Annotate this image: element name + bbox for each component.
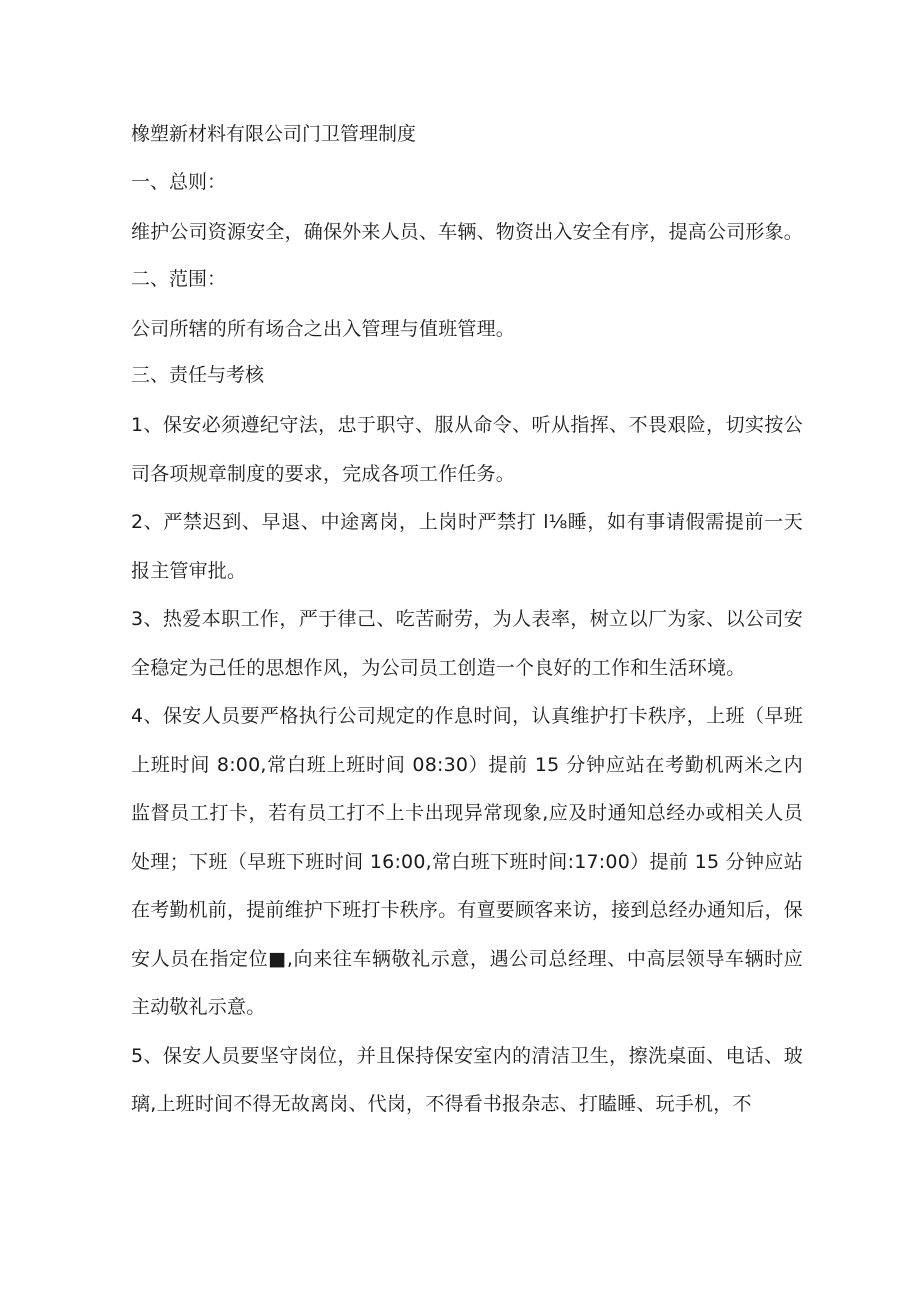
- section-heading-scope: 二、范围：: [131, 267, 227, 290]
- document-body: [131, 112, 803, 1129]
- rule-item-2: 2、严禁迟到、早退、中途离岗，上岗时严禁打 l⅛睡，如有事请假需提前一天报主管审批。: [131, 511, 803, 582]
- rule-item-5: 5、保安人员要坚守岗位，并且保持保安室内的清洁卫生，擦洗桌面、电话、玻璃,上班时间不得无故离岗、代岗，不得看书报杂志、打瞌睡、玩手机，不: [131, 1044, 803, 1115]
- section-text-scope: 公司所辖的所有场合之出入管理与值班管理。: [131, 317, 516, 340]
- rule-item-3: 3、热爱本职工作，严于律己、吃苦耐劳，为人表率，树立以厂为家、以公司安全稳定为己任的思想作风，为公司员工创造一个良好的工作和生活环境。: [131, 608, 803, 679]
- section-heading-responsibility: 三、责任与考核: [131, 364, 265, 386]
- section-text-general: 维护公司资源安全，确保外来人员、车辆、物资出入安全有序，提高公司形象。: [131, 221, 804, 243]
- document-title: 橡塑新材料有限公司门卫管理制度: [131, 123, 417, 145]
- rule-item-1: 1、保安必须遵纪守法，忠于职守、服从命令、听从指挥、不畏艰险，切实按公司各项规章制度的要求，完成各项工作任务。: [131, 414, 803, 485]
- rule-item-4: 4、保安人员要严格执行公司规定的作息时间，认真维护打卡秩序，上班（早班上班时间 8:00,常白班上班时间 08:30）提前 15 分钟应站在考勤机两米之内监督员工打卡，若有员工打不上卡出现异常现象,应及时通知总经办或相关人员处理；下班（早班下班时间 16:00,常白班下班时间:17:00）提前 15 分钟应站在考勤机前，提前维护下班打卡秩序。有亶要顾客来访，接到总经办通知后，保安人员在指定位■,向来往车辆敬礼示意，遇公司总经理、中高层领导车辆时应主动敬礼示意。: [131, 705, 804, 1018]
- section-heading-general: 一、总则：: [131, 171, 227, 193]
